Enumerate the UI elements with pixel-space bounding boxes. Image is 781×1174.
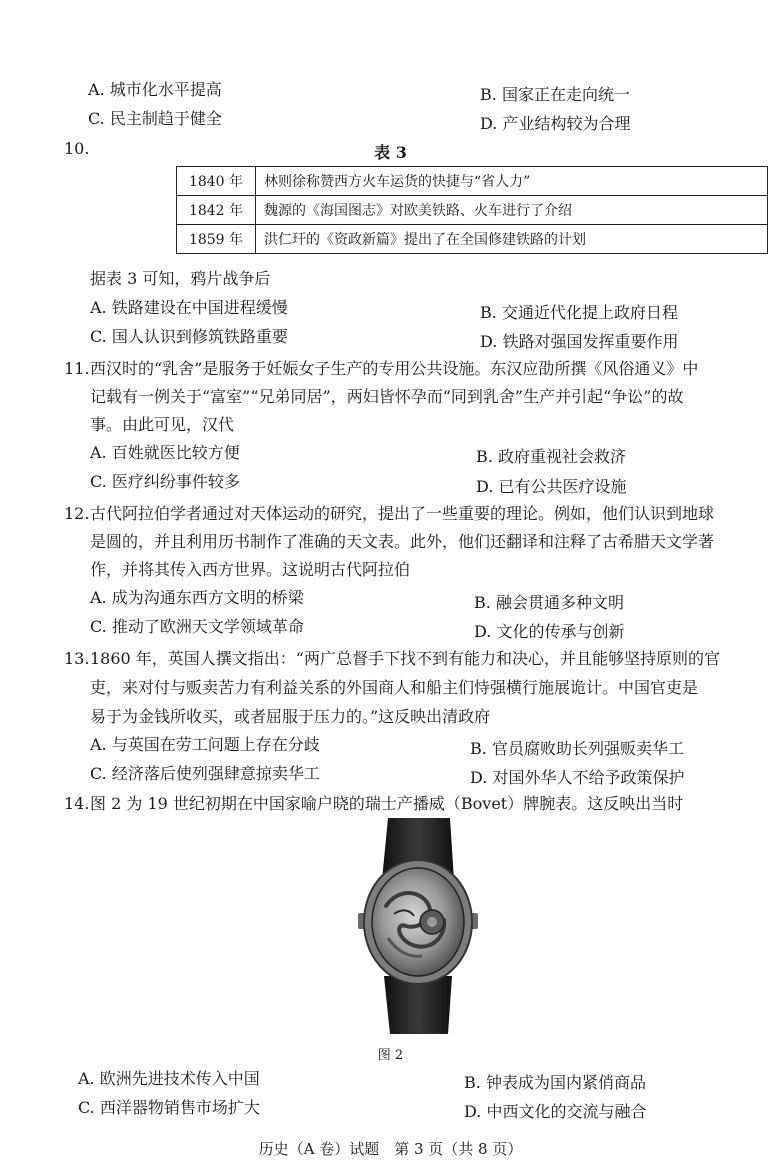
table-row <box>177 225 768 254</box>
q11-stem-line-1: 西汉时的“乳舍”是服务于妊娠女子生产的专用公共设施。东汉应劭所撰《风俗通义》中 <box>90 359 699 378</box>
q10-stem: 据表 3 可知，鸦片战争后 <box>90 269 271 288</box>
q11-option-d: D. 已有公共医疗设施 <box>476 477 627 496</box>
q14-option-c: C. 西洋器物销售市场扩大 <box>78 1098 260 1117</box>
table-cell-event: 林则徐称赞西方火车运货的快捷与“省人力” <box>256 167 768 196</box>
q11-option-a: A. 百姓就医比较方便 <box>90 443 240 462</box>
table-cell-event: 魏源的《海国图志》对欧美铁路、火车进行了介绍 <box>256 196 768 225</box>
q13-option-c: C. 经济落后使列强肆意掠卖华工 <box>90 764 320 783</box>
q11-stem-line-3: 事。由此可见，汉代 <box>90 415 235 434</box>
q11-option-b: B. 政府重视社会救济 <box>476 447 626 466</box>
q14-number: 14. <box>64 794 90 813</box>
q13-stem-line-1: 1860 年，英国人撰文指出：“两广总督手下找不到有能力和决心，并且能够坚持原则的官 <box>90 649 720 668</box>
q13-stem-line-2: 吏，来对付与贩卖苦力有利益关系的外国商人和船主们恃强横行施展诡计。中国官吏是 <box>90 678 699 697</box>
q12-number: 12. <box>64 504 90 523</box>
q11-stem-line-2: 记载有一例关于“富室”“兄弟同居”，两妇皆怀孕而“同到乳舍”生产并引起“争讼”的故 <box>90 387 684 406</box>
q13-option-a: A. 与英国在劳工问题上存在分歧 <box>90 735 320 754</box>
table-cell-year: 1840 年 <box>177 167 256 196</box>
table-row <box>177 196 768 225</box>
q9-option-c: C. 民主制趋于健全 <box>88 109 222 128</box>
q13-option-d: D. 对国外华人不给予政策保护 <box>470 768 685 787</box>
watch-dial <box>372 868 464 976</box>
q12-option-b: B. 融会贯通多种文明 <box>474 593 624 612</box>
q10-option-a: A. 铁路建设在中国进程缓慢 <box>90 298 288 317</box>
q13-stem-line-3: 易于为金钱所收买，或者屈服于压力的。”这反映出清政府 <box>90 707 491 726</box>
q12-option-d: D. 文化的传承与创新 <box>474 622 625 641</box>
table-3 <box>176 166 768 254</box>
q10-option-c: C. 国人认识到修筑铁路重要 <box>90 327 288 346</box>
q11-option-c: C. 医疗纠纷事件较多 <box>90 472 240 491</box>
table-cell-event: 洪仁玕的《资政新篇》提出了在全国修建铁路的计划 <box>256 225 768 254</box>
q12-stem-line-2: 是圆的，并且利用历书制作了准确的天文表。此外，他们还翻译和注释了古希腊天文学著 <box>90 532 715 551</box>
q10-option-b: B. 交通近代化提上政府日程 <box>480 303 678 322</box>
q9-option-d: D. 产业结构较为合理 <box>480 114 631 133</box>
q9-option-b: B. 国家正在走向统一 <box>480 85 630 104</box>
q12-stem-line-1: 古代阿拉伯学者通过对天体运动的研究，提出了一些重要的理论。例如，他们认识到地球 <box>90 504 715 523</box>
q12-option-c: C. 推动了欧洲天文学领域革命 <box>90 617 304 636</box>
table-cell-year: 1859 年 <box>177 225 256 254</box>
q10-option-d: D. 铁路对强国发挥重要作用 <box>480 332 679 351</box>
q12-option-a: A. 成为沟通东西方文明的桥梁 <box>90 588 304 607</box>
q12-stem-line-3: 作，并将其传入西方世界。这说明古代阿拉伯 <box>90 560 411 579</box>
table-cell-year: 1842 年 <box>177 196 256 225</box>
q9-option-a: A. 城市化水平提高 <box>88 80 222 99</box>
page-footer: 历史（A 卷）试题 第 3 页（共 8 页） <box>258 1140 523 1158</box>
q14-option-a: A. 欧洲先进技术传入中国 <box>78 1069 260 1088</box>
table-row <box>177 167 768 196</box>
q11-number: 11. <box>64 359 90 378</box>
q14-option-b: B. 钟表成为国内紧俏商品 <box>464 1073 646 1092</box>
watch-illustration <box>358 818 478 1036</box>
q10-number: 10. <box>64 139 90 158</box>
bovet-watch-figure <box>358 818 478 1036</box>
q14-stem: 图 2 为 19 世纪初期在中国家喻户晓的瑞士产播威（Bovet）牌腕表。这反映出当时 <box>90 794 684 813</box>
table-3-title: 表 3 <box>374 143 407 162</box>
q13-number: 13. <box>64 649 90 668</box>
q14-option-d: D. 中西文化的交流与融合 <box>464 1102 647 1121</box>
figure-2-caption: 图 2 <box>377 1048 404 1063</box>
q13-option-b: B. 官员腐败助长列强贩卖华工 <box>470 739 684 758</box>
